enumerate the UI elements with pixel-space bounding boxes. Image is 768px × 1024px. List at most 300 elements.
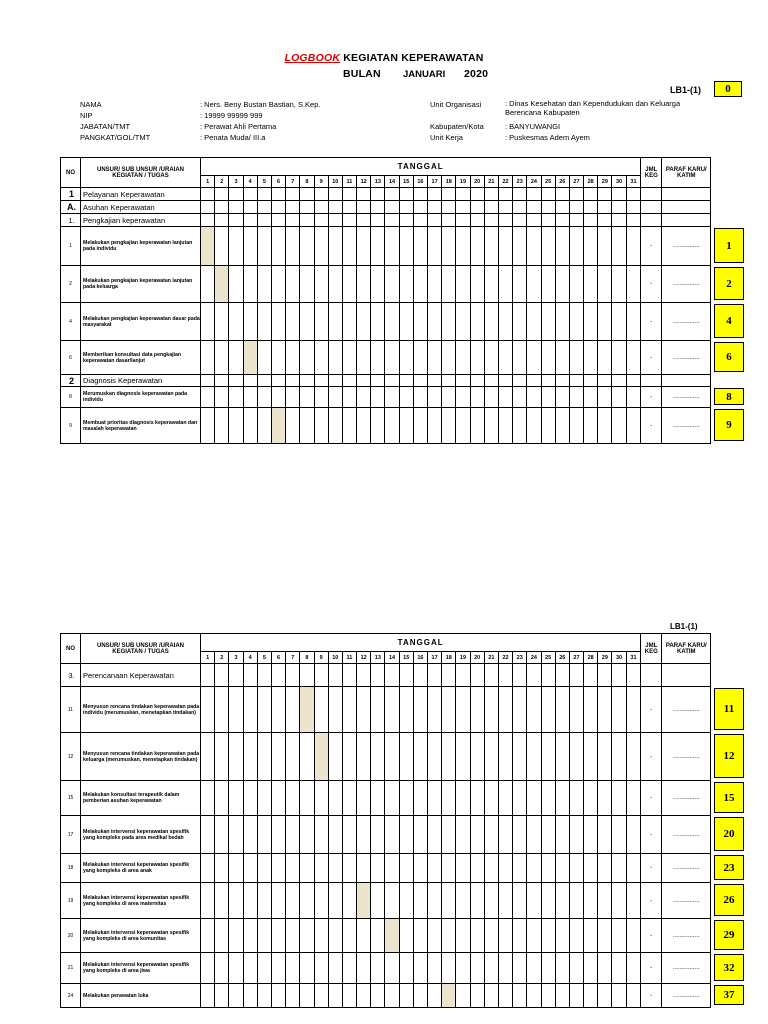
day-cell[interactable] xyxy=(243,953,257,984)
day-cell[interactable] xyxy=(527,341,541,375)
day-cell[interactable] xyxy=(371,816,385,854)
day-cell[interactable] xyxy=(513,854,527,883)
day-cell[interactable] xyxy=(271,687,285,733)
day-cell[interactable] xyxy=(456,408,470,444)
day-cell[interactable] xyxy=(399,919,413,953)
day-cell[interactable] xyxy=(541,984,555,1008)
day-cell[interactable] xyxy=(399,883,413,919)
day-cell[interactable] xyxy=(498,953,512,984)
day-cell[interactable] xyxy=(271,854,285,883)
day-cell[interactable] xyxy=(569,733,583,781)
day-cell[interactable] xyxy=(371,854,385,883)
day-cell[interactable] xyxy=(371,303,385,341)
day-cell[interactable] xyxy=(201,733,215,781)
day-cell[interactable] xyxy=(271,341,285,375)
day-cell[interactable] xyxy=(428,303,442,341)
day-cell[interactable] xyxy=(569,781,583,816)
day-cell[interactable] xyxy=(300,781,314,816)
day-cell[interactable] xyxy=(257,733,271,781)
day-cell[interactable] xyxy=(555,387,569,408)
day-cell[interactable] xyxy=(215,781,229,816)
day-cell[interactable] xyxy=(399,303,413,341)
day-cell[interactable] xyxy=(342,687,356,733)
day-cell[interactable] xyxy=(569,816,583,854)
day-cell[interactable] xyxy=(428,266,442,303)
day-cell[interactable] xyxy=(385,387,399,408)
day-cell[interactable] xyxy=(626,303,641,341)
day-cell[interactable] xyxy=(456,883,470,919)
day-cell[interactable] xyxy=(243,303,257,341)
day-cell[interactable] xyxy=(215,854,229,883)
day-cell[interactable] xyxy=(584,266,598,303)
day-cell[interactable] xyxy=(442,854,456,883)
day-cell[interactable] xyxy=(271,984,285,1008)
day-cell[interactable] xyxy=(257,303,271,341)
day-cell[interactable] xyxy=(470,984,484,1008)
day-cell[interactable] xyxy=(413,387,427,408)
day-cell[interactable] xyxy=(243,919,257,953)
day-cell[interactable] xyxy=(513,266,527,303)
day-cell[interactable] xyxy=(229,341,243,375)
day-cell[interactable] xyxy=(626,687,641,733)
day-cell[interactable] xyxy=(371,733,385,781)
day-cell[interactable] xyxy=(555,341,569,375)
day-cell[interactable] xyxy=(300,854,314,883)
day-cell[interactable] xyxy=(626,953,641,984)
day-cell[interactable] xyxy=(541,266,555,303)
day-cell[interactable] xyxy=(300,341,314,375)
day-cell[interactable] xyxy=(328,408,342,444)
day-cell[interactable] xyxy=(215,408,229,444)
day-cell[interactable] xyxy=(456,781,470,816)
day-cell[interactable] xyxy=(357,919,371,953)
day-cell[interactable] xyxy=(484,341,498,375)
day-cell[interactable] xyxy=(470,303,484,341)
day-cell[interactable] xyxy=(286,408,300,444)
day-cell[interactable] xyxy=(314,781,328,816)
day-cell[interactable] xyxy=(456,303,470,341)
day-cell[interactable] xyxy=(215,227,229,266)
day-cell[interactable] xyxy=(598,854,612,883)
day-cell[interactable] xyxy=(257,919,271,953)
day-cell[interactable] xyxy=(584,953,598,984)
day-cell[interactable] xyxy=(229,919,243,953)
day-cell[interactable] xyxy=(484,816,498,854)
day-cell[interactable] xyxy=(513,387,527,408)
day-cell[interactable] xyxy=(300,387,314,408)
day-cell[interactable] xyxy=(484,919,498,953)
day-cell[interactable] xyxy=(257,781,271,816)
day-cell[interactable] xyxy=(314,919,328,953)
day-cell[interactable] xyxy=(584,781,598,816)
day-cell[interactable] xyxy=(484,266,498,303)
day-cell[interactable] xyxy=(286,953,300,984)
day-cell[interactable] xyxy=(569,341,583,375)
day-cell[interactable] xyxy=(357,341,371,375)
day-cell[interactable] xyxy=(442,266,456,303)
day-cell[interactable] xyxy=(470,781,484,816)
day-cell[interactable] xyxy=(428,341,442,375)
day-cell[interactable] xyxy=(229,408,243,444)
day-cell[interactable] xyxy=(385,408,399,444)
day-cell[interactable] xyxy=(399,266,413,303)
day-cell[interactable] xyxy=(385,227,399,266)
day-cell[interactable] xyxy=(612,266,626,303)
day-cell[interactable] xyxy=(385,781,399,816)
day-cell[interactable] xyxy=(584,687,598,733)
day-cell[interactable] xyxy=(215,816,229,854)
day-cell[interactable] xyxy=(314,227,328,266)
day-cell[interactable] xyxy=(399,816,413,854)
day-cell[interactable] xyxy=(598,266,612,303)
day-cell[interactable] xyxy=(229,883,243,919)
day-cell[interactable] xyxy=(271,953,285,984)
day-cell[interactable] xyxy=(342,919,356,953)
day-cell[interactable] xyxy=(385,341,399,375)
day-cell[interactable] xyxy=(342,733,356,781)
day-cell[interactable] xyxy=(229,227,243,266)
day-cell[interactable] xyxy=(314,408,328,444)
day-cell[interactable] xyxy=(300,303,314,341)
day-cell[interactable] xyxy=(541,408,555,444)
day-cell[interactable] xyxy=(300,408,314,444)
day-cell[interactable] xyxy=(314,341,328,375)
day-cell[interactable] xyxy=(555,919,569,953)
day-cell[interactable] xyxy=(357,854,371,883)
day-cell[interactable] xyxy=(371,984,385,1008)
day-cell[interactable] xyxy=(470,266,484,303)
day-cell[interactable] xyxy=(357,387,371,408)
day-cell[interactable] xyxy=(555,303,569,341)
day-cell[interactable] xyxy=(541,816,555,854)
day-cell[interactable] xyxy=(215,733,229,781)
day-cell[interactable] xyxy=(484,953,498,984)
day-cell[interactable] xyxy=(428,387,442,408)
day-cell[interactable] xyxy=(428,781,442,816)
day-cell[interactable] xyxy=(456,854,470,883)
day-cell[interactable] xyxy=(442,387,456,408)
day-cell[interactable] xyxy=(413,919,427,953)
day-cell[interactable] xyxy=(385,303,399,341)
day-cell[interactable] xyxy=(470,341,484,375)
day-cell[interactable] xyxy=(286,816,300,854)
day-cell[interactable] xyxy=(513,984,527,1008)
day-cell[interactable] xyxy=(498,984,512,1008)
day-cell[interactable] xyxy=(257,341,271,375)
day-cell[interactable] xyxy=(484,227,498,266)
day-cell[interactable] xyxy=(229,266,243,303)
day-cell[interactable] xyxy=(484,408,498,444)
day-cell[interactable] xyxy=(612,816,626,854)
day-cell[interactable] xyxy=(456,387,470,408)
day-cell[interactable] xyxy=(527,781,541,816)
day-cell[interactable] xyxy=(243,854,257,883)
day-cell[interactable] xyxy=(612,953,626,984)
day-cell[interactable] xyxy=(342,816,356,854)
day-cell[interactable] xyxy=(215,303,229,341)
day-cell[interactable] xyxy=(413,953,427,984)
day-cell[interactable] xyxy=(498,883,512,919)
day-cell[interactable] xyxy=(201,984,215,1008)
day-cell[interactable] xyxy=(257,984,271,1008)
day-cell[interactable] xyxy=(243,266,257,303)
day-cell[interactable] xyxy=(626,984,641,1008)
day-cell[interactable] xyxy=(456,266,470,303)
day-cell[interactable] xyxy=(612,919,626,953)
day-cell[interactable] xyxy=(314,953,328,984)
day-cell[interactable] xyxy=(342,408,356,444)
day-cell[interactable] xyxy=(484,303,498,341)
day-cell[interactable] xyxy=(314,266,328,303)
day-cell[interactable] xyxy=(201,854,215,883)
day-cell[interactable] xyxy=(413,781,427,816)
day-cell[interactable] xyxy=(484,883,498,919)
day-cell[interactable] xyxy=(569,227,583,266)
day-cell[interactable] xyxy=(555,227,569,266)
day-cell[interactable] xyxy=(527,408,541,444)
day-cell[interactable] xyxy=(229,854,243,883)
day-cell[interactable] xyxy=(201,387,215,408)
day-cell[interactable] xyxy=(584,341,598,375)
day-cell[interactable] xyxy=(584,408,598,444)
day-cell[interactable] xyxy=(626,733,641,781)
day-cell[interactable] xyxy=(484,854,498,883)
day-cell[interactable] xyxy=(470,227,484,266)
day-cell[interactable] xyxy=(342,854,356,883)
day-cell[interactable] xyxy=(598,687,612,733)
day-cell[interactable] xyxy=(626,408,641,444)
day-cell[interactable] xyxy=(243,687,257,733)
day-cell[interactable] xyxy=(456,341,470,375)
day-cell[interactable] xyxy=(555,854,569,883)
day-cell[interactable] xyxy=(513,408,527,444)
day-cell[interactable] xyxy=(243,781,257,816)
day-cell[interactable] xyxy=(215,883,229,919)
day-cell[interactable] xyxy=(271,387,285,408)
day-cell[interactable] xyxy=(413,303,427,341)
day-cell[interactable] xyxy=(612,687,626,733)
day-cell[interactable] xyxy=(413,266,427,303)
day-cell[interactable] xyxy=(286,387,300,408)
day-cell[interactable] xyxy=(328,687,342,733)
day-cell[interactable] xyxy=(541,854,555,883)
day-cell[interactable] xyxy=(342,387,356,408)
day-cell[interactable] xyxy=(271,303,285,341)
day-cell[interactable] xyxy=(626,816,641,854)
day-cell[interactable] xyxy=(555,984,569,1008)
day-cell[interactable] xyxy=(428,854,442,883)
day-cell[interactable] xyxy=(428,984,442,1008)
day-cell[interactable] xyxy=(371,687,385,733)
day-cell[interactable] xyxy=(201,303,215,341)
day-cell[interactable] xyxy=(271,733,285,781)
day-cell[interactable] xyxy=(598,341,612,375)
day-cell[interactable] xyxy=(527,816,541,854)
day-cell[interactable] xyxy=(626,854,641,883)
day-cell[interactable] xyxy=(328,733,342,781)
day-cell[interactable] xyxy=(555,953,569,984)
day-cell[interactable] xyxy=(201,408,215,444)
day-cell[interactable] xyxy=(541,953,555,984)
day-cell[interactable] xyxy=(357,303,371,341)
filled-day-cell[interactable] xyxy=(442,984,456,1008)
day-cell[interactable] xyxy=(569,919,583,953)
day-cell[interactable] xyxy=(442,781,456,816)
day-cell[interactable] xyxy=(584,854,598,883)
day-cell[interactable] xyxy=(201,266,215,303)
day-cell[interactable] xyxy=(428,733,442,781)
day-cell[interactable] xyxy=(286,733,300,781)
day-cell[interactable] xyxy=(215,984,229,1008)
day-cell[interactable] xyxy=(385,953,399,984)
day-cell[interactable] xyxy=(229,816,243,854)
day-cell[interactable] xyxy=(584,303,598,341)
day-cell[interactable] xyxy=(598,408,612,444)
day-cell[interactable] xyxy=(385,687,399,733)
day-cell[interactable] xyxy=(328,341,342,375)
day-cell[interactable] xyxy=(413,816,427,854)
day-cell[interactable] xyxy=(385,854,399,883)
day-cell[interactable] xyxy=(513,303,527,341)
day-cell[interactable] xyxy=(470,883,484,919)
day-cell[interactable] xyxy=(555,816,569,854)
day-cell[interactable] xyxy=(243,227,257,266)
day-cell[interactable] xyxy=(300,816,314,854)
day-cell[interactable] xyxy=(371,408,385,444)
day-cell[interactable] xyxy=(484,781,498,816)
day-cell[interactable] xyxy=(413,687,427,733)
day-cell[interactable] xyxy=(257,854,271,883)
day-cell[interactable] xyxy=(584,816,598,854)
day-cell[interactable] xyxy=(328,303,342,341)
day-cell[interactable] xyxy=(527,883,541,919)
day-cell[interactable] xyxy=(470,733,484,781)
day-cell[interactable] xyxy=(626,227,641,266)
day-cell[interactable] xyxy=(626,781,641,816)
day-cell[interactable] xyxy=(598,303,612,341)
day-cell[interactable] xyxy=(328,984,342,1008)
day-cell[interactable] xyxy=(442,919,456,953)
day-cell[interactable] xyxy=(286,883,300,919)
day-cell[interactable] xyxy=(328,919,342,953)
day-cell[interactable] xyxy=(257,883,271,919)
day-cell[interactable] xyxy=(612,883,626,919)
day-cell[interactable] xyxy=(513,733,527,781)
day-cell[interactable] xyxy=(513,919,527,953)
day-cell[interactable] xyxy=(442,303,456,341)
day-cell[interactable] xyxy=(215,687,229,733)
day-cell[interactable] xyxy=(342,883,356,919)
day-cell[interactable] xyxy=(470,919,484,953)
day-cell[interactable] xyxy=(555,781,569,816)
filled-day-cell[interactable] xyxy=(385,919,399,953)
day-cell[interactable] xyxy=(399,781,413,816)
day-cell[interactable] xyxy=(513,687,527,733)
day-cell[interactable] xyxy=(598,919,612,953)
day-cell[interactable] xyxy=(215,387,229,408)
day-cell[interactable] xyxy=(513,341,527,375)
day-cell[interactable] xyxy=(413,883,427,919)
day-cell[interactable] xyxy=(385,816,399,854)
day-cell[interactable] xyxy=(513,816,527,854)
day-cell[interactable] xyxy=(371,883,385,919)
day-cell[interactable] xyxy=(584,733,598,781)
day-cell[interactable] xyxy=(555,733,569,781)
day-cell[interactable] xyxy=(569,953,583,984)
day-cell[interactable] xyxy=(371,227,385,266)
day-cell[interactable] xyxy=(470,387,484,408)
day-cell[interactable] xyxy=(442,687,456,733)
day-cell[interactable] xyxy=(527,953,541,984)
day-cell[interactable] xyxy=(286,854,300,883)
day-cell[interactable] xyxy=(243,816,257,854)
day-cell[interactable] xyxy=(456,816,470,854)
day-cell[interactable] xyxy=(569,303,583,341)
day-cell[interactable] xyxy=(470,408,484,444)
day-cell[interactable] xyxy=(399,984,413,1008)
day-cell[interactable] xyxy=(541,227,555,266)
day-cell[interactable] xyxy=(201,687,215,733)
day-cell[interactable] xyxy=(314,816,328,854)
day-cell[interactable] xyxy=(498,408,512,444)
day-cell[interactable] xyxy=(342,953,356,984)
day-cell[interactable] xyxy=(300,266,314,303)
day-cell[interactable] xyxy=(314,303,328,341)
day-cell[interactable] xyxy=(527,984,541,1008)
day-cell[interactable] xyxy=(286,984,300,1008)
day-cell[interactable] xyxy=(243,733,257,781)
day-cell[interactable] xyxy=(584,227,598,266)
day-cell[interactable] xyxy=(428,227,442,266)
day-cell[interactable] xyxy=(598,387,612,408)
day-cell[interactable] xyxy=(314,854,328,883)
day-cell[interactable] xyxy=(584,387,598,408)
filled-day-cell[interactable] xyxy=(271,408,285,444)
day-cell[interactable] xyxy=(626,341,641,375)
day-cell[interactable] xyxy=(569,408,583,444)
day-cell[interactable] xyxy=(498,387,512,408)
day-cell[interactable] xyxy=(456,227,470,266)
day-cell[interactable] xyxy=(286,303,300,341)
day-cell[interactable] xyxy=(456,953,470,984)
day-cell[interactable] xyxy=(257,816,271,854)
day-cell[interactable] xyxy=(342,266,356,303)
day-cell[interactable] xyxy=(371,341,385,375)
day-cell[interactable] xyxy=(513,227,527,266)
day-cell[interactable] xyxy=(357,816,371,854)
day-cell[interactable] xyxy=(598,953,612,984)
day-cell[interactable] xyxy=(371,919,385,953)
day-cell[interactable] xyxy=(257,953,271,984)
day-cell[interactable] xyxy=(612,781,626,816)
day-cell[interactable] xyxy=(498,266,512,303)
day-cell[interactable] xyxy=(569,854,583,883)
day-cell[interactable] xyxy=(257,227,271,266)
day-cell[interactable] xyxy=(527,227,541,266)
filled-day-cell[interactable] xyxy=(300,687,314,733)
day-cell[interactable] xyxy=(527,854,541,883)
day-cell[interactable] xyxy=(584,984,598,1008)
day-cell[interactable] xyxy=(541,341,555,375)
day-cell[interactable] xyxy=(470,953,484,984)
day-cell[interactable] xyxy=(229,781,243,816)
day-cell[interactable] xyxy=(442,883,456,919)
day-cell[interactable] xyxy=(314,984,328,1008)
day-cell[interactable] xyxy=(328,854,342,883)
day-cell[interactable] xyxy=(342,781,356,816)
day-cell[interactable] xyxy=(385,883,399,919)
day-cell[interactable] xyxy=(286,781,300,816)
